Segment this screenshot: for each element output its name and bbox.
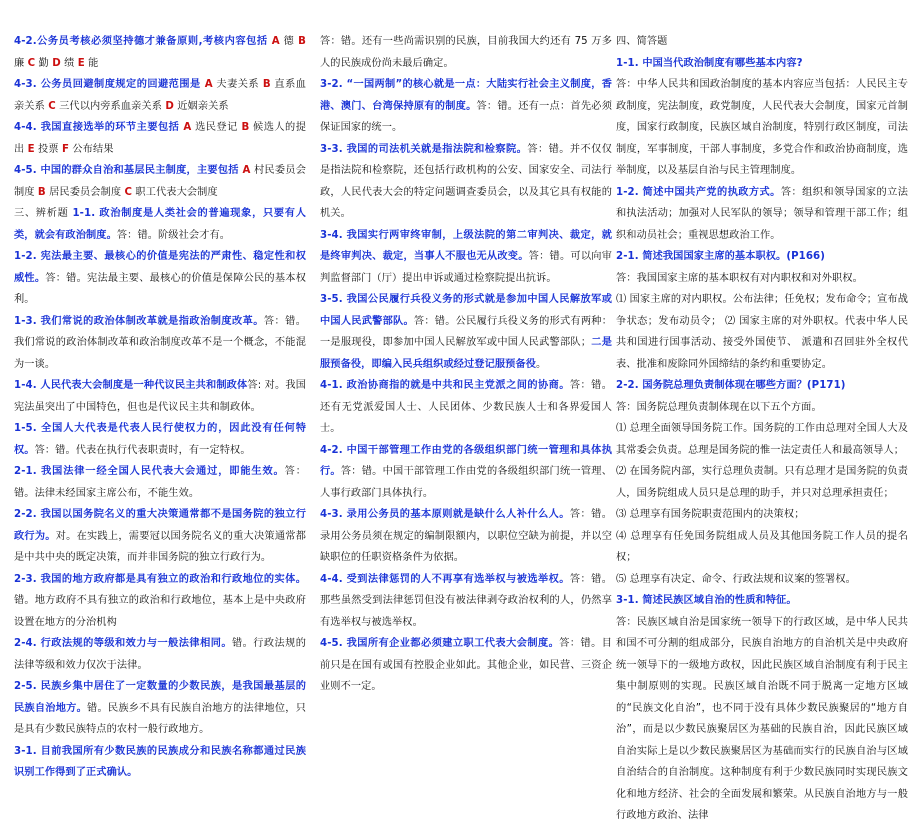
option-letter: C: [27, 57, 36, 69]
paragraph: [616, 289, 908, 375]
option-letter: A: [242, 165, 251, 176]
answer-text: ⑷ 总理享有任免国务院组成人员及其他国务院工作人员的提名权；: [616, 530, 908, 563]
question-text: 3-1. 简述民族区域自治的性质和特征。: [616, 595, 797, 606]
paragraph: [14, 74, 306, 117]
question-text: 1-5. 全国人大代表是代表人民行使权力的，因此没有任何特权。: [14, 423, 306, 456]
option-letter: D: [165, 100, 174, 112]
answer-text: 选民登记: [191, 122, 242, 133]
question-text: 4-3. 公务员回避制度规定的回避范围是: [14, 79, 205, 90]
paragraph: [320, 375, 612, 440]
paragraph: [616, 461, 908, 504]
answer-text: ⑶ 总理享有国务院职责范围内的决策权；: [616, 509, 805, 520]
answer-text: ⑴ 总理全面领导国务院工作。国务院的工作由总理对全国人大及其常委会负责。总理是国务院的惟一法定责任人和最高领导人；: [616, 423, 908, 456]
paragraph: [14, 676, 306, 741]
question-text: 4-1. 政治协商指的就是中共和民主党派之间的协商。: [320, 380, 570, 391]
answer-text: 答：民族区域自治是国家统一领导下的行政区域，是中华人民共和国不可分割的组成部分，民族自治地方的自治机关是中央政府统一领导下的一级地方政权，因此民族区域自治制度有利于民主集中制原则的实现。民族区域自治既不同于脱离一定地方区域的“民族文化自治”，也不同于没有具体少数民族聚居的“地方自治”，而是以少数民族聚居区为基础的民族自治，因此民族区域自治实际上是以少数民族聚居区为基础而实行的民族自治与区域自治结合的自治制度。这种制度有利于少数民族同时实现民族文化和地方经济、社会的全面发展和繁荣。从民族自治地方与一般行政地方政治、法律: [616, 616, 908, 821]
question-text: 2-1. 我国法律一经全国人民代表大会通过，即能生效。: [14, 466, 285, 477]
option-letter: E: [27, 143, 35, 155]
answer-text: 三代以内旁系血亲关系: [55, 100, 166, 112]
answer-text: 答：错。录用公务员须在规定的编制限额内，以职位空缺为前提，并以空缺职位的任职资格条件为依据。: [320, 509, 612, 563]
answer-text: 答：错。还有无党派爱国人士、人民团体、少数民族人士和各界爱国人士。: [320, 380, 612, 434]
paragraph: [320, 225, 612, 290]
answer-text: 答：错。公民履行兵役义务的形式有两种：一是服现役，即参加中国人民解放军或中国人民武警部队；: [320, 315, 612, 348]
answer-text: 绩: [60, 57, 78, 69]
paragraph: [14, 504, 306, 569]
answer-text: 近姻亲关系: [173, 100, 229, 112]
question-text: 4-3. 录用公务员的基本原则就是缺什么人补什么人。: [320, 509, 570, 520]
paragraph: [14, 741, 306, 784]
paragraph: [616, 612, 908, 827]
answer-text: 。: [536, 358, 547, 370]
answer-text: 廉: [14, 57, 28, 69]
answer-text: 公布结果: [69, 143, 114, 155]
option-letter: A: [183, 122, 192, 133]
paragraph: [14, 246, 306, 311]
question-text: 3-2. “一国两制”的核心就是一点：大陆实行社会主义制度，香港、澳门、台湾保持原有的制度。: [320, 79, 612, 112]
question-text: 二是服预备役，即编入民兵组织或经过登记服预备役: [320, 337, 612, 370]
answer-text: 直系血亲关系: [14, 79, 307, 112]
paragraph: [320, 633, 612, 698]
option-letter: B: [262, 79, 271, 90]
paragraph: [320, 289, 612, 375]
question-text: 4-5. 我国所有企业都必须建立职工代表大会制度。: [320, 638, 560, 649]
paragraph: [14, 117, 306, 160]
answer-text: 答：错。阶级社会才有。: [116, 229, 231, 241]
paragraph: [616, 74, 908, 182]
option-letter: B: [298, 36, 307, 47]
question-text: 3-5. 我国公民履行兵役义务的形式就是参加中国人民解放军或中国人民武警部队。: [320, 294, 612, 327]
answer-text: 三、辨析题: [14, 208, 73, 219]
question-text: 4-2.公务员考核必须坚持德才兼备原则,考核内容包括: [14, 36, 272, 47]
question-text: 2-1. 简述我国国家主席的基本职权。(P166): [616, 251, 825, 262]
answer-text: ⑴ 国家主席的对内职权。公布法律；任免权；发布命令；宣布战争状态；发布动员令； ⑵ 国家主席的对外职权。代表中华人民共和国进行国事活动、接受外国使节、 派遣和召回驻外全权代表、批准和废除同外国缔结的条约和重要协定。: [616, 294, 908, 370]
column-middle: [320, 31, 612, 692]
answer-text: 答：中华人民共和国政治制度的基本内容应当包括：人民民主专政制度，宪法制度，政党制度，人民代表大会制度，国家元首制度，国家行政制度，民族区域自治制度，特别行政区制度，司法制度，军事制度，干部人事制度，多党合作和政治协商制度，选举制度，以及基层自治与民主管理制度。: [616, 79, 908, 176]
answer-text: 投票: [34, 143, 62, 155]
question-text: 2-2. 国务院总理负责制体现在哪些方面？(P171): [616, 380, 846, 391]
question-text: 2-5. 民族乡集中居住了一定数量的少数民族，是我国最基层的民族自治地方。: [14, 681, 306, 714]
question-text: 2-2. 我国以国务院名义的重大决策通常都不是国务院的独立行政行为。: [14, 509, 306, 542]
paragraph: [616, 31, 908, 53]
answer-text: ⑸ 总理享有决定、命令、行政法规和议案的签署权。: [616, 573, 856, 585]
paragraph: [616, 246, 908, 268]
option-letter: F: [61, 143, 70, 155]
paragraph: [320, 31, 612, 74]
paragraph: [320, 74, 612, 139]
question-text: 1-1. 中国当代政治制度有哪些基本内容?: [616, 57, 803, 69]
answer-text: 答：错。我们常说的政治体制改革和政治制度改革不是一个概念，不能混为一谈。: [14, 315, 306, 370]
paragraph: [616, 268, 908, 290]
question-text: 3-3. 我国的司法机关就是指法院和检察院。: [320, 143, 528, 155]
question-text: 4-5. 中国的群众自治和基层民主制度，主要包括: [14, 165, 243, 176]
paragraph: [616, 53, 908, 75]
question-text: 4-2. 中国干部管理工作由党的各级组织部门统一管理和具体执行。: [320, 444, 612, 477]
paragraph: [14, 569, 306, 634]
question-text: 3-4. 我国实行两审终审制，上级法院的第二审判决、裁定，就是终审判决、裁定，当事人不服也无从改变。: [320, 229, 612, 262]
answer-text: 勤: [35, 57, 53, 69]
paragraph: [14, 375, 306, 418]
answer-text: 对。在实践上，需要冠以国务院名义的重大决策通常都是中共中央的既定决策，而并非国务院的独立行政行为。: [14, 530, 306, 563]
option-letter: B: [241, 122, 250, 133]
answer-text: 答：错。那些虽然受到法律惩罚但没有被法律剥夺政治权利的人，仍然享有选举权与被选举权。: [320, 573, 612, 628]
paragraph: [616, 418, 908, 461]
paragraph: [14, 461, 306, 504]
answer-text: 答: 对。我国宪法虽突出了中国特色，但也是代议民主共和制政体。: [14, 380, 306, 413]
paragraph: [616, 526, 908, 569]
answer-text: 答：错。宪法最主要、最核心的价值是保障公民的基本权利。: [14, 272, 306, 305]
answer-text: 能: [84, 57, 99, 69]
option-letter: E: [77, 57, 85, 69]
question-text: 1-2. 简述中国共产党的执政方式。: [616, 186, 781, 198]
option-letter: A: [204, 79, 213, 90]
paragraph: [14, 311, 306, 376]
answer-text: 四、简答题: [616, 36, 668, 47]
answer-text: 答：错。还有一些尚需识别的民族，目前我国大约还有 75 万多人的民族成份尚未最后确定。: [320, 36, 612, 69]
answer-text: 德: [279, 36, 299, 47]
paragraph: [14, 160, 306, 203]
answer-text: ⑵ 在国务院内部，实行总理负责制。只有总理才是国务院的负责人，国务院组成人员只是总理的助手，并只对总理承担责任；: [616, 466, 908, 499]
answer-text: 错。民族乡不具有民族自治地方的法律地位，只是具有少数民族特点的农村一般行政地方。: [14, 702, 306, 735]
option-letter: C: [48, 100, 56, 112]
answer-text: 答：错。代表在执行代表职责时，有一定特权。: [34, 444, 251, 456]
question-text: 3-1. 目前我国所有少数民族的民族成分和民族名称都通过民族识别工作得到了正式确认。: [14, 745, 306, 778]
paragraph: [14, 633, 306, 676]
paragraph: [320, 440, 612, 505]
answer-text: 夫妻关系: [212, 79, 263, 90]
paragraph: [616, 504, 908, 526]
answer-text: 答：组织和领导国家的立法和执法活动；加强对人民军队的领导；领导和管理干部工作；组织和动员社会；重视思想政治工作。: [616, 186, 908, 241]
option-letter: A: [271, 36, 280, 47]
question-text: 4-4. 我国直接选举的环节主要包括: [14, 122, 184, 133]
question-text: 1-2. 宪法最主要、最核心的价值是宪法的严肃性、稳定性和权威性。: [14, 251, 306, 284]
paragraph: [616, 182, 908, 247]
paragraph: [14, 418, 306, 461]
answer-text: 答：错。还有一点：首先必须保证国家的统一。: [320, 100, 612, 133]
paragraph: [320, 504, 612, 569]
answer-text: 答：错。中国干部管理工作由党的各级组织部门统一管理、人事行政部门具体执行。: [320, 466, 612, 499]
paragraph: [616, 397, 908, 419]
paragraph: [320, 569, 612, 634]
question-text: 1-1. 政治制度是人类社会的普遍现象，只要有人类，就会有政治制度。: [14, 208, 306, 241]
option-letter: C: [124, 186, 133, 198]
answer-text: 职工代表大会制度: [132, 186, 218, 198]
question-text: 1-4. 人民代表大会制度是一种代议民主共和制政体: [14, 380, 248, 391]
paragraph: [14, 31, 306, 74]
option-letter: B: [37, 186, 46, 198]
answer-text: 答：错。可以向审判监督部门（厅）提出申诉或通过检察院提出抗诉。: [320, 251, 612, 284]
question-text: 2-3. 我国的地方政府都是具有独立的政治和行政地位的实体。: [14, 573, 306, 585]
answer-text: 错。行政法规的法律等级和效力仅次于法律。: [14, 638, 307, 671]
answer-text: 居民委员会制度: [45, 186, 125, 198]
paragraph: [616, 569, 908, 591]
column-left: [14, 31, 307, 778]
answer-text: 答：错。目前只是在国有或国有控股企业如此。其他企业，如民营、三资企业则不一定。: [320, 638, 612, 692]
option-letter: D: [52, 57, 61, 69]
answer-text: 错。地方政府不具有独立的政治和行政地位，基本上是中央政府设置在地方的分治机构: [14, 595, 306, 628]
answer-text: 候选人的提出: [14, 122, 306, 155]
question-text: 1-3. 我们常说的政治体制改革就是指政治制度改革。: [14, 315, 264, 327]
answer-text: 答：错。并不仅仅是指法院和检察院，还包括行政机构的公安、国家安全、司法行政，人民代表大会的特定问题调查委员会，以及其它具有权能的机关。: [320, 143, 612, 219]
paragraph: [616, 375, 908, 397]
answer-text: 答：国务院总理负责制体现在以下五个方面。: [616, 401, 822, 413]
question-text: 4-4. 受到法律惩罚的人不再享有选举权与被选举权。: [320, 573, 570, 585]
answer-text: 答：我国国家主席的基本职权有对内职权和对外职权。: [616, 272, 863, 284]
paragraph: [320, 139, 612, 225]
answer-text: 答：错。法律未经国家主席公布，不能生效。: [14, 466, 306, 499]
answer-text: 村民委员会制度: [14, 165, 306, 198]
column-right: [616, 31, 908, 821]
paragraph: [616, 590, 908, 612]
question-text: 2-4. 行政法规的等级和效力与一般法律相同。: [14, 638, 232, 649]
paragraph: [14, 203, 306, 246]
